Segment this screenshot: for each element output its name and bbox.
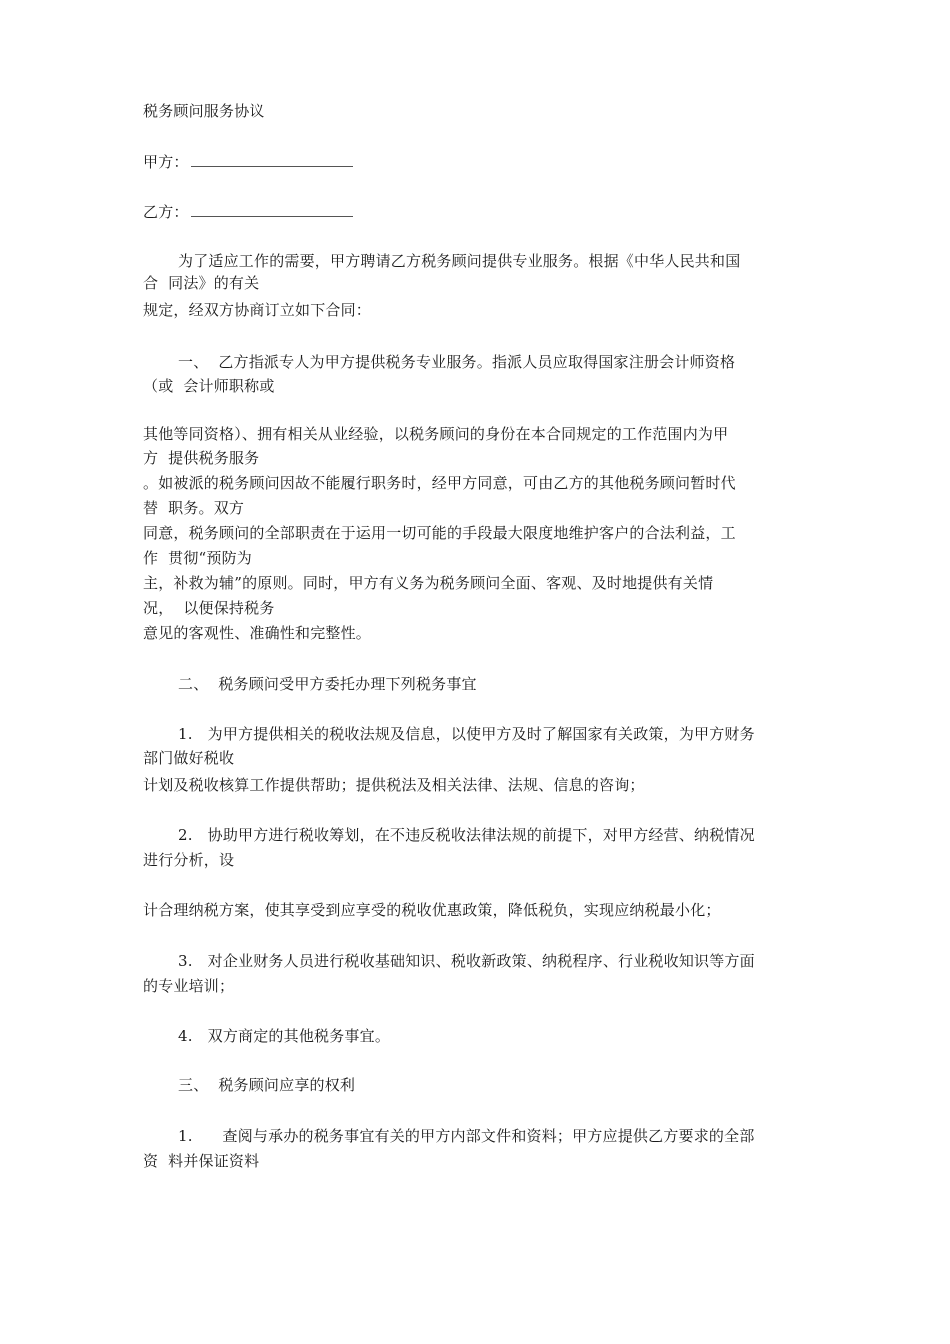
right1-line: 1. 查阅与承办的税务事宜有关的甲方内部文件和资料；甲方应提供乙方要求的全部 [178,1127,755,1145]
section1-line: 主，补救为辅”的原则。同时，甲方有义务为税务顾问全面、客观、及时地提供有关情 [143,574,714,592]
item3-line: 3. 对企业财务人员进行税收基础知识、税收新政策、纳税程序、行业税收知识等方面 [178,952,755,970]
party-b-blank [191,201,353,217]
section1-line: 替 职务。双方 [143,499,245,517]
item2-line: 2. 协助甲方进行税收筹划，在不违反税收法律法规的前提下，对甲方经营、纳税情况 [178,826,755,844]
section1-line: 同意，税务顾问的全部职责在于运用一切可能的手段最大限度地维护客户的合法利益，工 [143,524,736,542]
party-a-label: 甲方： [143,153,189,171]
item1-line: 计划及税收核算工作提供帮助；提供税法及相关法律、法规、信息的咨询； [143,776,645,794]
item4-line: 4. 双方商定的其他税务事宜。 [178,1027,391,1045]
item2-line: 计合理纳税方案，使其享受到应享受的税收优惠政策，降低税负，实现应纳税最小化； [143,901,721,919]
section1-line: 。如被派的税务顾问因故不能履行职务时，经甲方同意，可由乙方的其他税务顾问暂时代 [143,474,736,492]
document-title: 税务顾问服务协议 [143,102,265,120]
item2-line: 进行分析，设 [143,851,235,869]
party-a-blank [191,151,353,167]
intro-line: 规定，经双方协商订立如下合同： [143,301,372,319]
section1-line: 意见的客观性、准确性和完整性。 [143,624,372,642]
section3-heading: 三、 税务顾问应享的权利 [178,1076,356,1094]
section1-line: 一、 乙方指派专人为甲方提供税务专业服务。指派人员应取得国家注册会计师资格 [178,353,736,371]
section1-line: （或 会计师职称或 [143,377,275,395]
intro-line: 合 同法》的有关 [143,274,260,292]
party-a-line [143,151,353,172]
section2-heading: 二、 税务顾问受甲方委托办理下列税务事宜 [178,675,477,693]
right1-line: 资 料并保证资料 [143,1152,260,1170]
item1-line: 部门做好税收 [143,749,235,767]
party-b-label: 乙方： [143,203,189,221]
item1-line: 1. 为甲方提供相关的税收法规及信息，以使甲方及时了解国家有关政策，为甲方财务 [178,725,755,743]
section1-line: 作 贯彻“预防为 [143,549,253,567]
party-b-line [143,201,353,222]
item3-line: 的专业培训； [143,977,235,995]
intro-line: 为了适应工作的需要，甲方聘请乙方税务顾问提供专业服务。根据《中华人民共和国 [178,252,741,270]
section1-line: 方 提供税务服务 [143,449,260,467]
section1-line: 其他等同资格）、拥有相关从业经验，以税务顾问的身份在本合同规定的工作范围内为甲 [143,425,729,443]
section1-line: 况， 以便保持税务 [143,599,275,617]
